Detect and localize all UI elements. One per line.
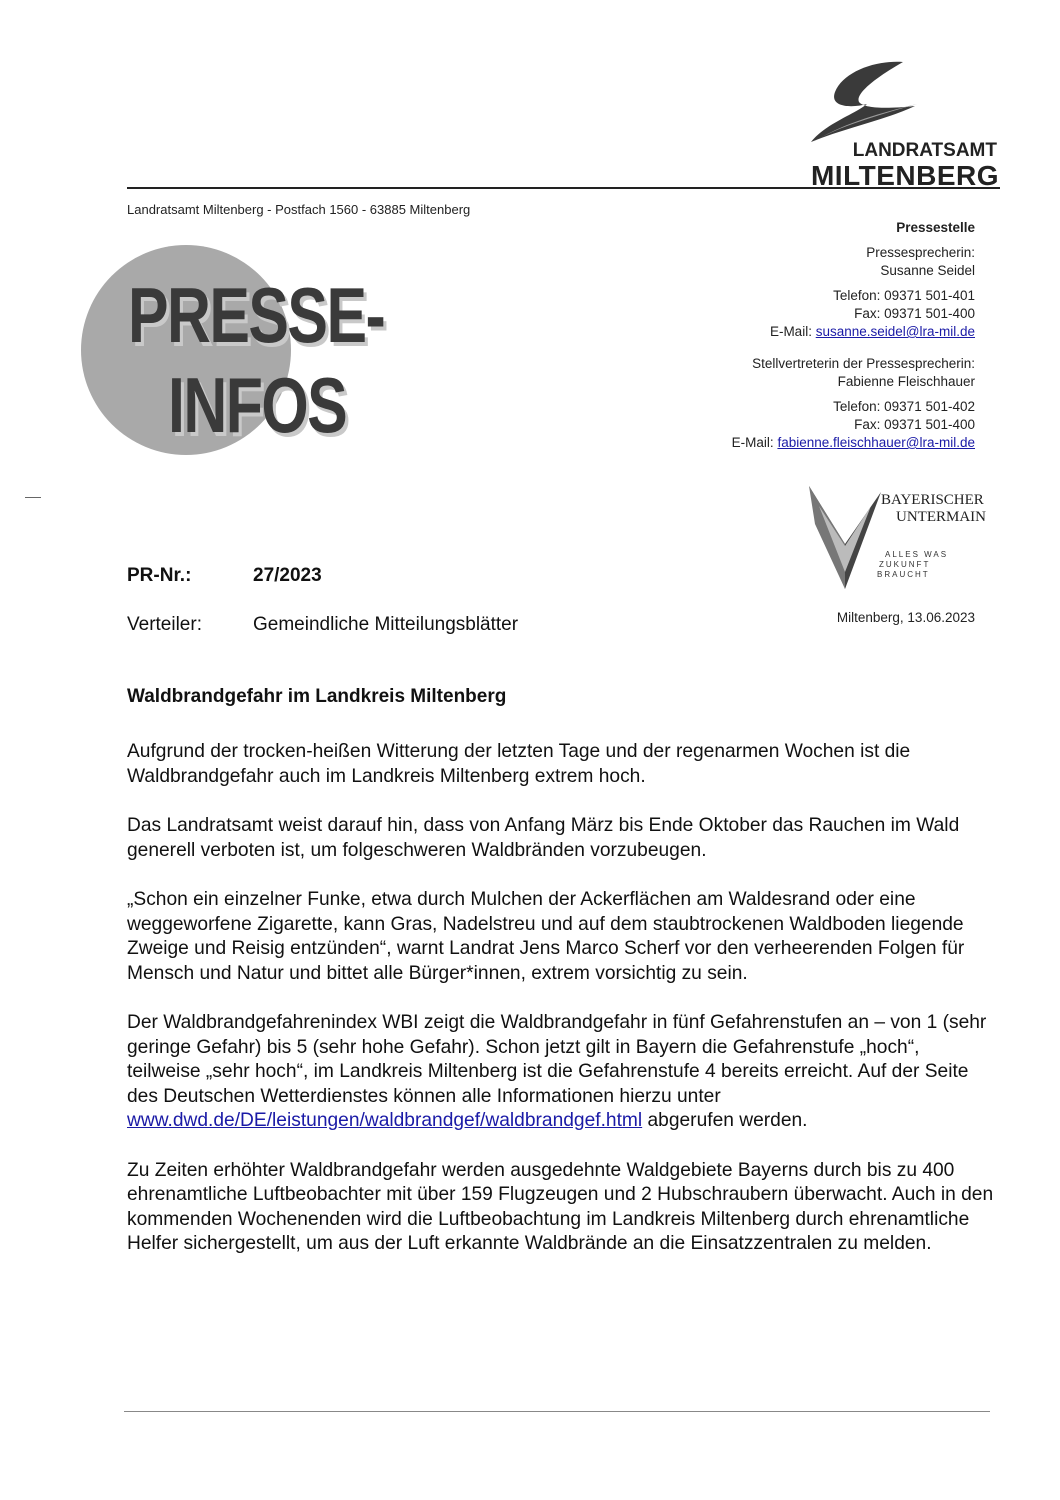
region-tagline-2: ZUKUNFT (879, 560, 931, 569)
release-date: Miltenberg, 13.06.2023 (836, 610, 975, 625)
region-logo-line-2: UNTERMAIN (896, 509, 986, 525)
paragraph-2: Das Landratsamt weist darauf hin, dass von Anfang März bis Ende Oktober das Rauchen im Wald generell verboten ist, um folgeschweren Waldbränden vorzubeugen. (127, 815, 960, 861)
paragraph-4 (127, 1011, 997, 1134)
pr-number-label: PR-Nr.: (127, 565, 192, 586)
deputy-label: Stellvertreterin der Pressesprecherin: (752, 356, 975, 371)
spokesperson-email-line (770, 323, 975, 341)
press-release-body (127, 740, 997, 1282)
footer-rule (124, 1411, 990, 1412)
region-logo-line-1: BAYERISCHER (881, 492, 984, 508)
distribution-value: Gemeindliche Mitteilungsblätter (253, 614, 519, 635)
pr-number-value: 27/2023 (253, 565, 322, 586)
email-label: E-Mail: (731, 435, 774, 450)
spokesperson-name: Susanne Seidel (880, 263, 975, 278)
region-tagline-3: BRAUCHT (877, 570, 930, 579)
department-label: Pressestelle (896, 220, 975, 235)
sender-line: Landratsamt Miltenberg - Postfach 1560 - 63885 Miltenberg (127, 202, 471, 217)
paragraph-4-text-1: Der Waldbrandgefahrenindex WBI zeigt die Waldbrandgefahr in fünf Gefahrenstufen an – von 1 (sehr geringe Gefahr) bis 5 (sehr hohe Gefahr). Schon jetzt gilt in Bayern die Gefahrenstufe „hoch“, teilweise „sehr hoch“, im Landkreis Miltenberg ist die Gefahrenstufe 4 bereits erreicht. Auf der Seite des Deutschen Wetterdienstes können alle Informationen hierzu unter (127, 1012, 987, 1107)
bayerischer-untermain-logo (805, 484, 990, 589)
region-tagline-1: ALLES WAS (885, 550, 949, 559)
deputy-phone: Telefon: 09371 501-402 (833, 399, 975, 414)
deputy-email-link[interactable]: fabienne.fleischhauer@lra-mil.de (777, 435, 975, 450)
spokesperson-phone: Telefon: 09371 501-401 (833, 288, 975, 303)
deputy-fax: Fax: 09371 501-400 (854, 417, 975, 432)
spokesperson-fax: Fax: 09371 501-400 (854, 306, 975, 321)
header-rule (127, 187, 1000, 189)
landratsamt-logo (805, 58, 1005, 191)
logo-line-1: LANDRATSAMT (852, 140, 997, 161)
distribution-label: Verteiler: (127, 614, 202, 635)
paragraph-3: „Schon ein einzelner Funke, etwa durch Mulchen der Ackerflächen am Waldesrand oder eine weggeworfene Zigarette, kann Gras, Nadelstreu und auf dem staubtrockenen Waldboden liegende Zweige und Reisig entzünden“, warnt Landrat Jens Marco Scherf vor den verheerenden Folgen für Mensch und Natur und bittet alle Bürger*innen, extrem vorsichtig zu sein. (127, 889, 965, 984)
presse-infos-line-2: INFOS (168, 361, 347, 449)
headline: Waldbrandgefahr im Landkreis Miltenberg (127, 686, 507, 707)
paragraph-5: Zu Zeiten erhöhter Waldbrandgefahr werden ausgedehnte Waldgebiete Bayerns durch bis zu 400 ehrenamtliche Luftbeobachter mit über 159 Flugzeugen und 2 Hubschraubern überwacht. Auch in den kommenden Wochenenden wird die Luftbeobachtung im Landkreis Miltenberg durch ehrenamtliche Helfer sichergestellt, um aus der Luft erkannte Waldbrände an die Einsatzzentralen zu melden. (127, 1159, 994, 1254)
logo-line-2: MILTENBERG (810, 160, 999, 191)
swoosh-logo-icon (805, 58, 925, 148)
paragraph-4-text-2: abgerufen werden. (642, 1110, 808, 1131)
dwd-link[interactable]: www.dwd.de/DE/leistungen/waldbrandgef/waldbrandgef.html (127, 1110, 643, 1131)
fold-mark (25, 497, 41, 498)
presse-infos-line-1: PRESSE- (128, 271, 385, 359)
deputy-name: Fabienne Fleischhauer (837, 374, 975, 389)
spokesperson-email-link[interactable]: susanne.seidel@lra-mil.de (815, 324, 975, 339)
spokesperson-label: Pressesprecherin: (866, 245, 975, 260)
paragraph-1: Aufgrund der trocken-heißen Witterung der letzten Tage und der regenarmen Wochen ist die Waldbrandgefahr auch im Landkreis Miltenberg extrem hoch. (127, 741, 911, 787)
deputy-email-line (732, 434, 975, 452)
checkmark-logo-icon (805, 484, 885, 589)
email-label: E-Mail: (769, 324, 812, 339)
